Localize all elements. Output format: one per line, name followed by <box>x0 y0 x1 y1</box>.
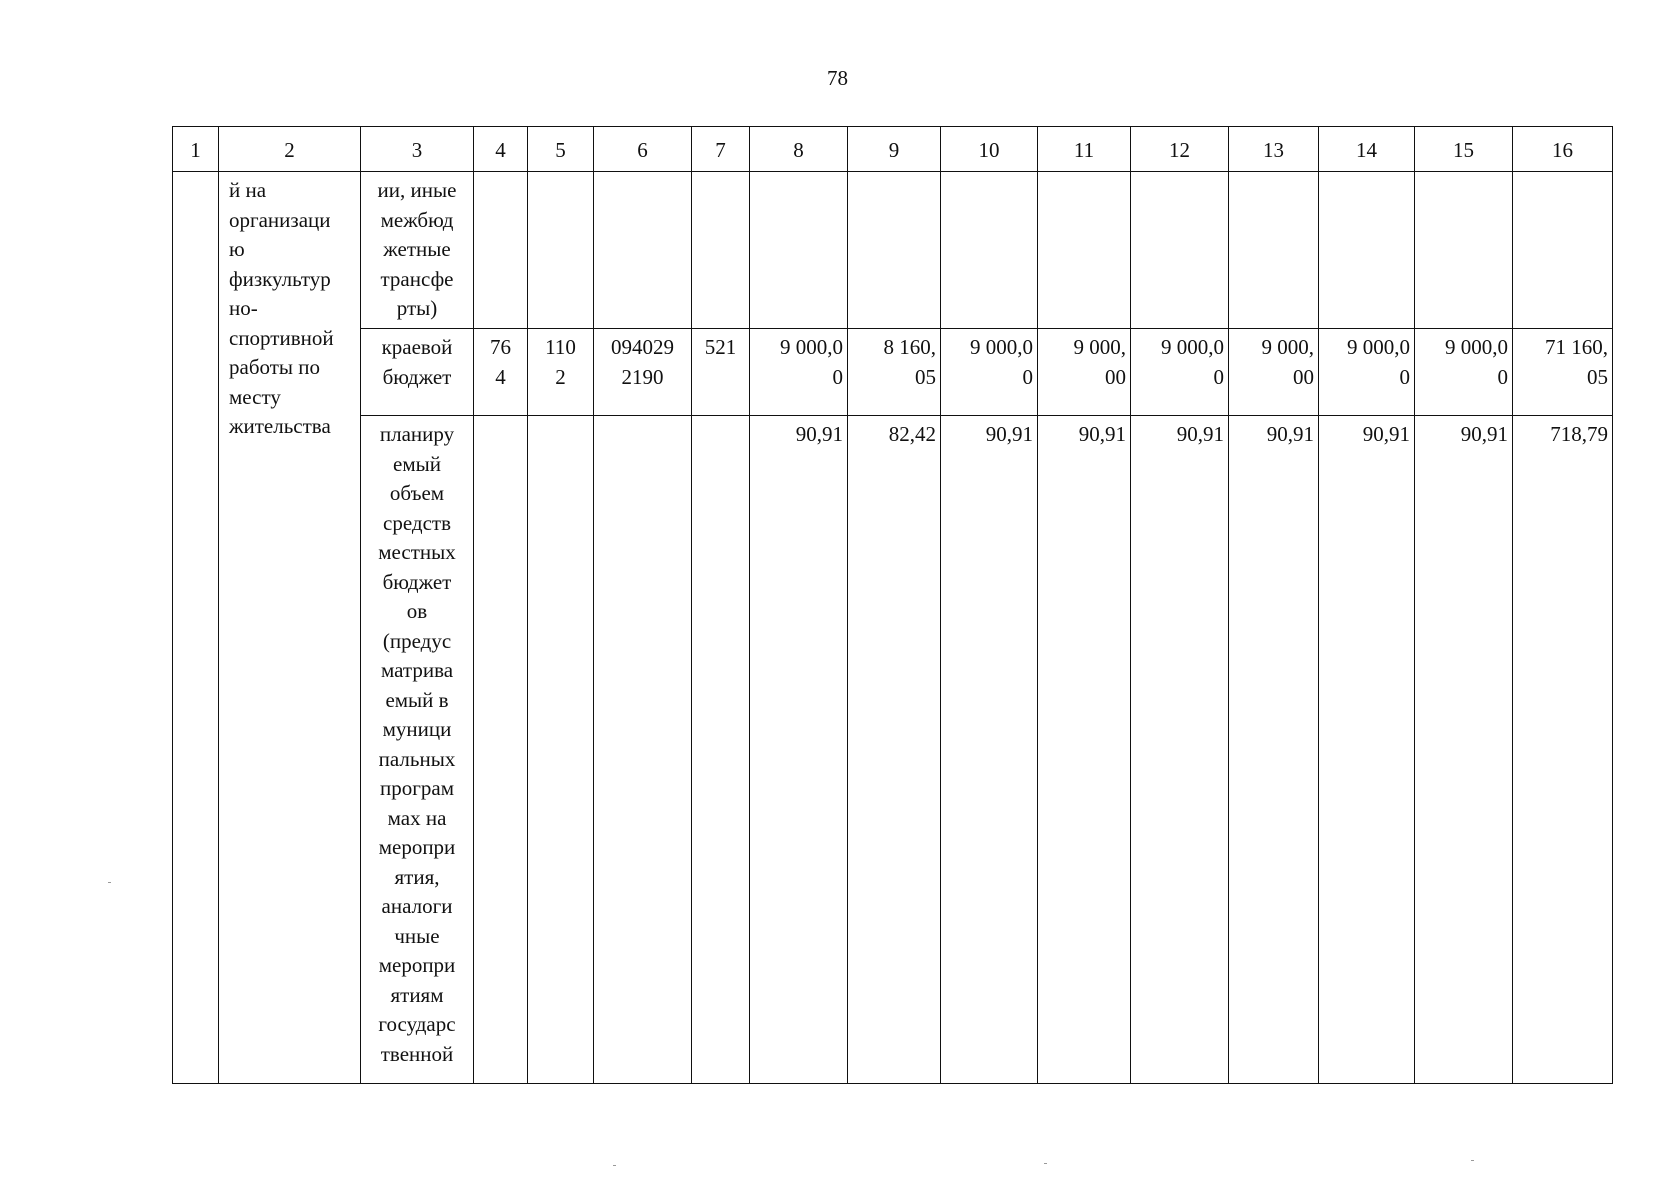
value-cell: 90,91 <box>1319 416 1415 1084</box>
value-cell <box>848 172 941 329</box>
table-row <box>173 416 1613 1084</box>
code-cell <box>594 416 692 1084</box>
value-cell <box>1131 172 1229 329</box>
column-header: 11 <box>1038 127 1131 172</box>
code-cell <box>474 172 528 329</box>
code-cell <box>692 416 750 1084</box>
column-header: 3 <box>361 127 474 172</box>
column-header: 6 <box>594 127 692 172</box>
code-cell: 110 2 <box>528 329 594 416</box>
value-cell <box>1229 172 1319 329</box>
value-cell <box>1319 172 1415 329</box>
scan-speck <box>613 1165 616 1166</box>
row-number-cell <box>173 172 219 1084</box>
column-header: 16 <box>1513 127 1613 172</box>
column-header: 10 <box>941 127 1038 172</box>
value-cell: 9 000,0 0 <box>1131 329 1229 416</box>
value-cell: 9 000, 00 <box>1038 329 1131 416</box>
value-cell: 90,91 <box>1415 416 1513 1084</box>
funding-source-cell: ии, иные межбюд жетные трансфе рты) <box>361 172 474 329</box>
value-cell: 9 000,0 0 <box>1319 329 1415 416</box>
value-cell <box>1038 172 1131 329</box>
value-cell <box>750 172 848 329</box>
code-cell <box>528 416 594 1084</box>
value-cell: 8 160, 05 <box>848 329 941 416</box>
scan-speck <box>1044 1163 1047 1164</box>
table-row <box>173 329 1613 416</box>
column-header: 15 <box>1415 127 1513 172</box>
code-cell <box>528 172 594 329</box>
code-cell <box>594 172 692 329</box>
column-header: 1 <box>173 127 219 172</box>
code-cell: 76 4 <box>474 329 528 416</box>
value-cell: 90,91 <box>750 416 848 1084</box>
event-name-cell: й на организаци ю физкультур но- спортивной работы по месту жительства <box>219 172 361 1084</box>
column-header: 14 <box>1319 127 1415 172</box>
value-cell: 90,91 <box>941 416 1038 1084</box>
value-cell <box>941 172 1038 329</box>
value-cell: 718,79 <box>1513 416 1613 1084</box>
funding-source-cell: краевой бюджет <box>361 329 474 416</box>
value-cell <box>1513 172 1613 329</box>
scan-speck <box>108 882 111 883</box>
value-cell: 90,91 <box>1229 416 1319 1084</box>
value-cell: 9 000, 00 <box>1229 329 1319 416</box>
value-cell: 71 160, 05 <box>1513 329 1613 416</box>
value-cell: 9 000,0 0 <box>1415 329 1513 416</box>
code-cell: 521 <box>692 329 750 416</box>
column-header: 12 <box>1131 127 1229 172</box>
code-cell <box>474 416 528 1084</box>
column-header: 8 <box>750 127 848 172</box>
column-header: 9 <box>848 127 941 172</box>
table-row <box>173 172 1613 329</box>
code-cell <box>692 172 750 329</box>
value-cell: 82,42 <box>848 416 941 1084</box>
table-header-row <box>173 127 1613 172</box>
value-cell: 9 000,0 0 <box>750 329 848 416</box>
value-cell: 90,91 <box>1038 416 1131 1084</box>
value-cell: 90,91 <box>1131 416 1229 1084</box>
column-header: 5 <box>528 127 594 172</box>
scan-speck <box>1471 1160 1474 1161</box>
page-number: 78 <box>827 66 848 90</box>
value-cell <box>1415 172 1513 329</box>
column-header: 13 <box>1229 127 1319 172</box>
funding-source-cell: планиру емый объем средств местных бюджет ов (предус матрива емый в муници пальных програм мах на меропри ятия, аналоги чные меропри ятиям государс твенной <box>361 416 474 1084</box>
column-header: 2 <box>219 127 361 172</box>
budget-table <box>172 126 1613 1084</box>
value-cell: 9 000,0 0 <box>941 329 1038 416</box>
code-cell: 094029 2190 <box>594 329 692 416</box>
column-header: 4 <box>474 127 528 172</box>
column-header: 7 <box>692 127 750 172</box>
